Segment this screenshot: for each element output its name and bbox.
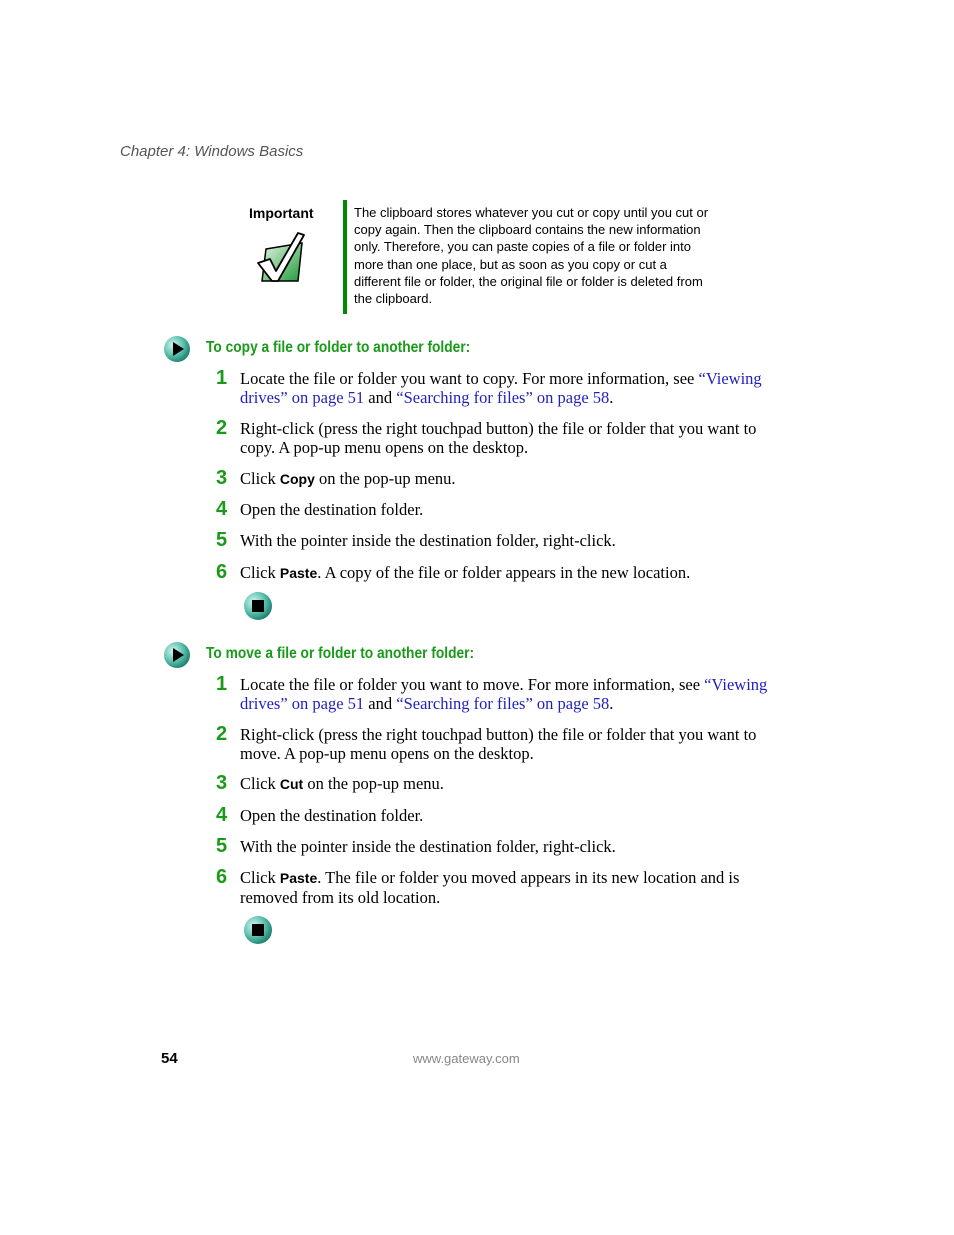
copy-step-4: Open the destination folder. — [240, 500, 424, 519]
step-number: 5 — [216, 835, 228, 857]
searching-files-link[interactable]: “Searching for files” on page 58 — [396, 388, 610, 407]
step-text: Locate the file or folder you want to copy. For more information, see — [240, 369, 699, 388]
chapter-header: Chapter 4: Windows Basics — [120, 143, 304, 160]
step-text: on the pop-up menu. — [303, 774, 444, 793]
step-text: Click — [240, 469, 280, 488]
copy-command: Copy — [279, 471, 315, 487]
step-text: and — [364, 388, 397, 407]
step-number: 1 — [216, 673, 228, 695]
step-text: and — [364, 694, 397, 713]
step-text: Click — [240, 774, 280, 793]
website-url[interactable]: www.gateway.com — [413, 1051, 520, 1066]
move-step-2: Right-click (press the right touchpad button) the file or folder that you want to move. A pop-up menu opens on the desktop. — [240, 725, 757, 763]
paste-command: Paste — [279, 870, 318, 886]
move-step-5: With the pointer inside the destination folder, right-click. — [240, 837, 616, 856]
step-text: . A copy of the file or folder appears in the new location. — [317, 563, 691, 582]
important-divider — [343, 200, 347, 314]
step-number: 5 — [216, 529, 228, 551]
step-number: 6 — [216, 561, 228, 583]
step-number: 6 — [216, 866, 228, 888]
play-arrow-icon — [163, 335, 191, 363]
move-procedure-title: To move a file or folder to another folder: — [206, 645, 475, 662]
copy-step-2: Right-click (press the right touchpad button) the file or folder that you want to copy. A pop-up menu opens on the desktop. — [240, 419, 757, 457]
move-step-4: Open the destination folder. — [240, 806, 424, 825]
copy-step-3 — [240, 469, 780, 489]
step-text: . — [609, 694, 614, 713]
important-label: Important — [249, 205, 314, 221]
checkmark-icon — [254, 229, 308, 285]
step-number: 1 — [216, 367, 228, 389]
step-number: 4 — [216, 498, 228, 520]
step-text: Click — [240, 868, 280, 887]
step-text: . — [609, 388, 614, 407]
step-text: Locate the file or folder you want to move. For more information, see — [240, 675, 705, 694]
step-number: 4 — [216, 804, 228, 826]
stop-icon — [243, 915, 273, 945]
move-step-3 — [240, 774, 780, 794]
viewing-drives-link[interactable]: “Viewing drives” on page 51 — [240, 369, 762, 407]
page-number: 54 — [161, 1050, 178, 1067]
copy-step-6 — [240, 563, 780, 583]
searching-files-link[interactable]: “Searching for files” on page 58 — [396, 694, 610, 713]
copy-procedure-title: To copy a file or folder to another folder: — [206, 339, 471, 356]
step-number: 2 — [216, 417, 228, 439]
step-text: . The file or folder you moved appears in its new location and is removed from its old location. — [240, 868, 740, 907]
step-number: 3 — [216, 772, 228, 794]
important-text: The clipboard stores whatever you cut or copy until you cut or copy again. Then the clipboard contains the new information only. Therefore, you can paste copies of a file or folder into more than one place, but as soon as you copy or cut a different file or folder, the original file or folder is deleted from the clipboard. — [354, 205, 709, 307]
move-step-6 — [240, 868, 780, 907]
step-text: Click — [240, 563, 280, 582]
move-step-1 — [240, 675, 780, 713]
play-arrow-icon — [163, 641, 191, 669]
copy-step-1 — [240, 369, 780, 407]
copy-step-5: With the pointer inside the destination folder, right-click. — [240, 531, 616, 550]
viewing-drives-link[interactable]: “Viewing drives” on page 51 — [240, 675, 768, 713]
stop-icon — [243, 591, 273, 621]
step-number: 2 — [216, 723, 228, 745]
step-number: 3 — [216, 467, 228, 489]
cut-command: Cut — [279, 776, 304, 792]
paste-command: Paste — [279, 565, 318, 581]
step-text: on the pop-up menu. — [314, 469, 456, 488]
